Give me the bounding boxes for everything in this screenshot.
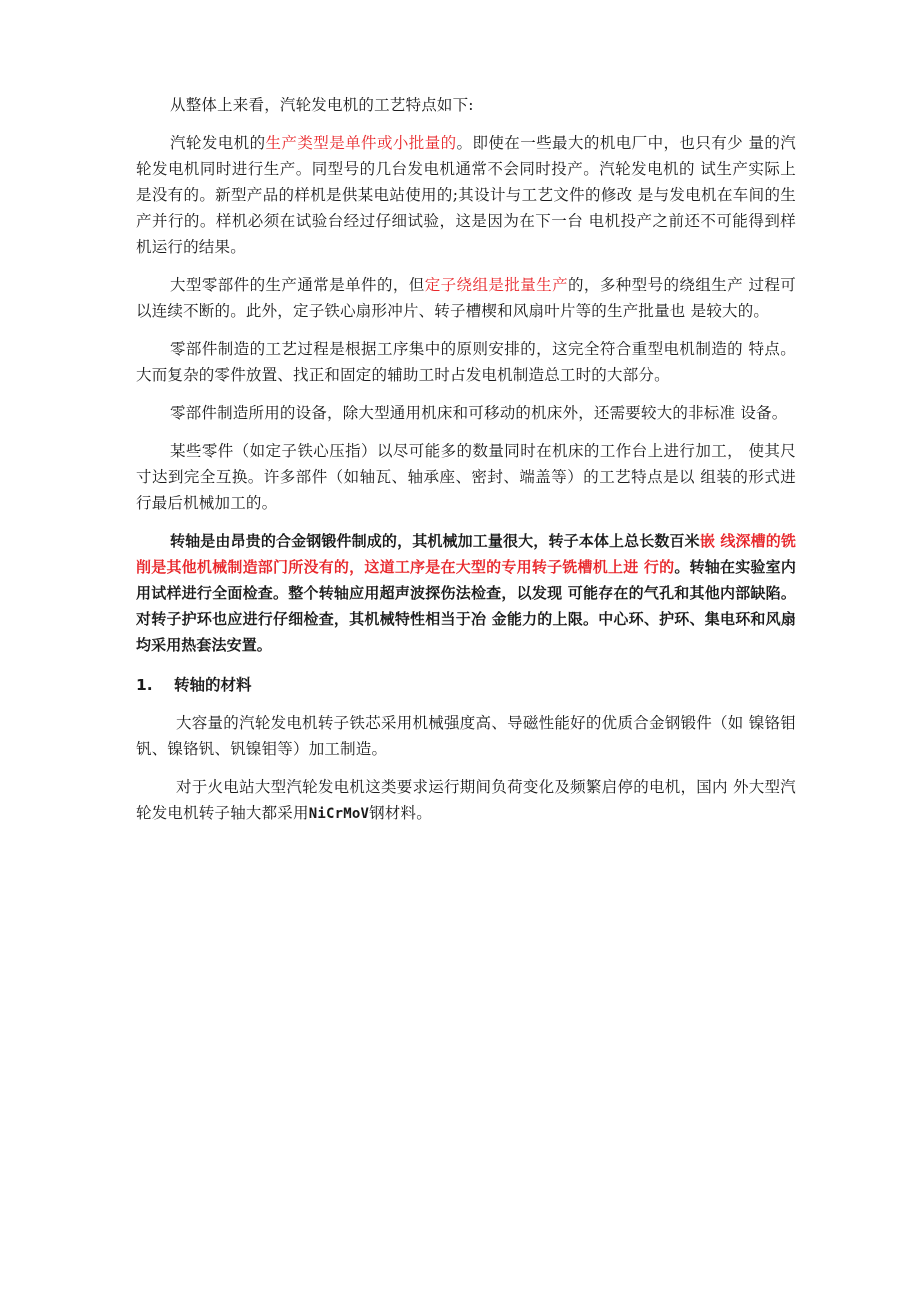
paragraph-text: 零部件制造的工艺过程是根据工序集中的原则安排的，这完全符合重型电机制造的 特点。大而复杂的零件放置、找正和固定的辅助工时占发电机制造总工时的大部分。	[136, 340, 796, 384]
paragraph-process	[136, 336, 796, 388]
bold-text: 。转轴在实验室内用试样进行全面检查。整个转轴应用超声波探伤法检查，以发现 可能存在的气孔和其他内部缺陷。对转子护环也应进行仔细检查，其机械特性相当于冶 金能力的上限。中心环、护环、集电环和风扇均采用热套法安置。	[136, 558, 796, 654]
paragraph-equipment	[136, 400, 796, 426]
paragraph-text: 汽轮发电机的	[170, 134, 266, 152]
intro-text: 从整体上来看，汽轮发电机的工艺特点如下:	[170, 96, 474, 114]
document-page	[136, 92, 796, 839]
paragraph-rotor-material	[136, 710, 796, 762]
paragraph-text: 的，多种型号的绕组生产 过程可以连续不断的。此外，定子铁心扇形冲片、转子槽楔和风扇叶片等的生产批量也 是较大的。	[136, 276, 796, 320]
paragraph-text: 大型零部件的生产通常是单件的，但	[170, 276, 425, 294]
paragraph-production-type	[136, 130, 796, 260]
paragraph-text: 。即使在一些最大的机电厂中，也只有少 量的汽轮发电机同时进行生产。同型号的几台发电机通常不会同时投产。汽轮发电机的 试生产实际上是没有的。新型产品的样机是供某电站使用的;其设计与工艺文件的修改 是与发电机在车间的生产并行的。样机必须在试验台经过仔细试验，这是因为在下一台 电机投产之前还不可能得到样机运行的结果。	[136, 134, 796, 256]
paragraph-text: 钢材料。	[369, 804, 432, 822]
highlight-red-text: 生产类型是单件或小批量的	[265, 134, 457, 152]
highlight-red-bold-text: 嵌 线深槽的铣削是其他机械制造部门所没有的，这道工序是在大型的专用转子铣槽机上进 行的	[136, 532, 796, 576]
paragraph-text: 某些零件（如定子铁心压指）以尽可能多的数量同时在机床的工作台上进行加工， 使其尺寸达到完全互换。许多部件（如轴瓦、轴承座、密封、端盖等）的工艺特点是以 组装的形式进行最后机械加工的。	[136, 442, 796, 512]
paragraph-rotor-shaft	[136, 528, 796, 658]
section-number: 1.	[136, 676, 153, 694]
paragraph-interchangeable	[136, 438, 796, 516]
paragraph-text: 大容量的汽轮发电机转子铁芯采用机械强度高、导磁性能好的优质合金钢锻件（如 镍铬钼钒、镍铬钒、钒镍钼等）加工制造。	[136, 714, 796, 758]
material-code: NiCrMoV	[308, 806, 370, 822]
section-title: 转轴的材料	[174, 676, 252, 694]
section-heading	[136, 672, 796, 698]
paragraph-nicrmov	[136, 774, 796, 827]
bold-text: 转轴是由昂贵的合金钢锻件制成的，其机械加工量很大，转子本体上总长数百米	[170, 532, 700, 550]
highlight-red-text: 定子绕组是批量生产	[424, 276, 568, 294]
paragraph-text: 零部件制造所用的设备，除大型通用机床和可移动的机床外，还需要较大的非标准 设备。	[170, 404, 788, 422]
paragraph-text: 对于火电站大型汽轮发电机这类要求运行期间负荷变化及频繁启停的电机，国内 外大型汽轮发电机转子轴大都采用	[136, 778, 796, 822]
intro-paragraph	[136, 92, 796, 118]
paragraph-large-parts	[136, 272, 796, 324]
